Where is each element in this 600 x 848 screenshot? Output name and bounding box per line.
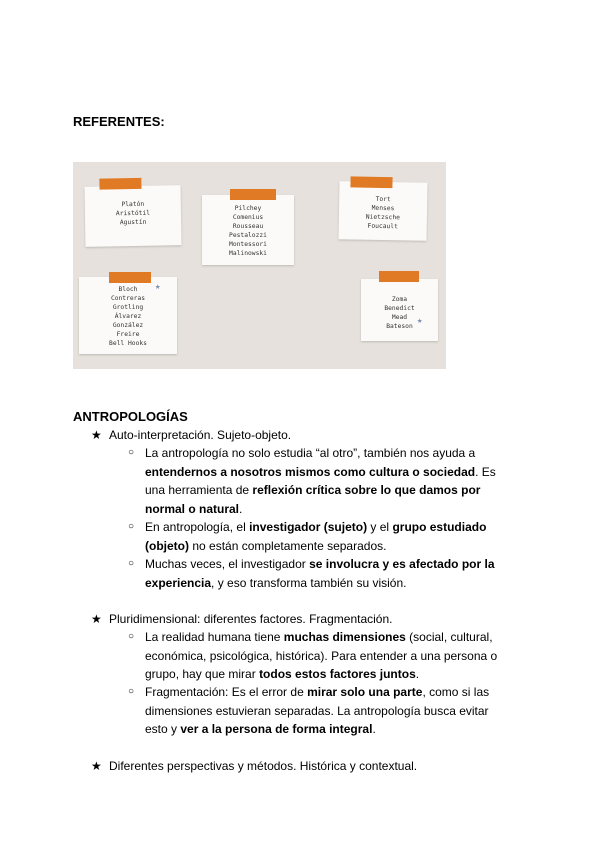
star-bullet-icon: ★ [91,428,102,442]
text-run: La antropología no solo estudia “al otro”, también nos ayuda a [145,446,476,460]
text-run: Muchas veces, el investigador [145,557,310,571]
text-run: (social, cultural, económica, psicológica, histórica). Para entender a una persona o grupo, hay que mirar [145,630,498,681]
note-name: Agustín [119,218,147,227]
note-name: Malinowski [229,250,267,257]
bold-text: reflexión crítica sobre lo que damos por normal o natural [145,483,481,516]
bold-text: entendernos a nosotros mismos como cultura o sociedad [145,464,476,479]
star-bullet-icon: ★ [91,612,102,626]
note-name: Pilchey [234,205,262,212]
sub-list-item-text [145,628,500,684]
tape-strip [230,189,276,200]
note-lines [85,199,181,228]
referentes-board [73,162,446,369]
circle-bullet-icon: ○ [128,686,135,697]
note-name: Pestalozzi [229,232,267,239]
tape-strip [99,178,141,190]
note-name: Zoma [391,296,408,303]
sticky-note [79,277,177,354]
note-name: Aristótil [115,209,151,218]
list-item-text: Auto-interpretación. Sujeto-objeto. [109,428,292,442]
note-name: Foucault [367,222,398,231]
sticky-note [84,185,181,247]
bold-text: se involucra y es afectado por la experiencia [145,557,495,590]
circle-bullet-icon: ○ [128,521,135,532]
sub-list-item-text [145,518,500,555]
text-run: , y eso transforma también su visión. [211,575,407,590]
text-run: y el [367,520,393,534]
note-name: Benedict [384,305,415,312]
circle-bullet-icon: ○ [128,447,135,458]
bold-text: muchas dimensiones [283,630,406,644]
sub-list-item-text [145,444,500,518]
note-name: Contreras [110,295,146,302]
note-name: Bateson [386,323,413,330]
note-name: Mead [391,314,408,321]
note-lines [339,194,428,232]
bold-text: mirar solo una parte [307,685,423,699]
star-icon: ★ [417,316,423,326]
text-run: La realidad humana tiene [145,630,284,644]
sticky-note [339,181,428,241]
sticky-note [361,279,438,341]
note-name: Platón [121,200,145,209]
note-name: Menses [371,204,395,213]
referentes-heading: REFERENTES: [73,114,165,129]
note-name: Montessori [229,241,267,248]
circle-bullet-icon: ○ [128,558,135,569]
note-name: Nietzsche [365,213,401,222]
text-run: . [415,667,420,681]
note-name: Álvarez [114,313,142,320]
sub-list-item-text [145,683,500,739]
antropologias-heading: ANTROPOLOGÍAS [73,409,188,424]
text-run: . [372,722,376,736]
bold-text: investigador (sujeto) [249,520,368,534]
note-name: González [112,322,144,329]
note-name: Comenius [232,214,264,221]
text-run: no están completamente separados. [189,538,387,553]
note-name: Bell Hooks [109,340,147,347]
tape-strip [379,271,419,282]
text-run: . [239,501,243,516]
tape-strip [350,176,392,188]
text-run: , como si las dimensiones estuvieran separadas. La antropología busca evitar esto y [145,685,490,736]
bold-text: ver a la persona de forma integral [180,722,373,736]
sticky-note [202,195,294,265]
note-name: Tort [375,195,391,204]
bold-text: grupo estudiado (objeto) [145,520,487,553]
bold-text: todos estos factores juntos [259,667,416,681]
text-run: Fragmentación: Es el error de [145,685,308,699]
note-name: Grotling [112,304,144,311]
sub-list-item-text [145,555,500,592]
note-name: Freire [116,331,140,338]
note-name: Rousseau [232,223,264,230]
star-icon: ★ [155,282,161,292]
text-run: . Es una herramienta de [145,464,496,497]
note-lines [202,204,294,258]
note-lines [361,295,438,331]
note-name: Bloch [118,286,138,293]
note-lines [79,282,177,348]
star-bullet-icon: ★ [91,759,102,773]
circle-bullet-icon: ○ [128,631,135,642]
list-item-text: Diferentes perspectivas y métodos. Histórica y contextual. [109,759,418,773]
tape-strip [109,272,151,283]
list-item-text: Pluridimensional: diferentes factores. Fragmentación. [109,612,393,626]
text-run: En antropología, el [145,520,250,534]
